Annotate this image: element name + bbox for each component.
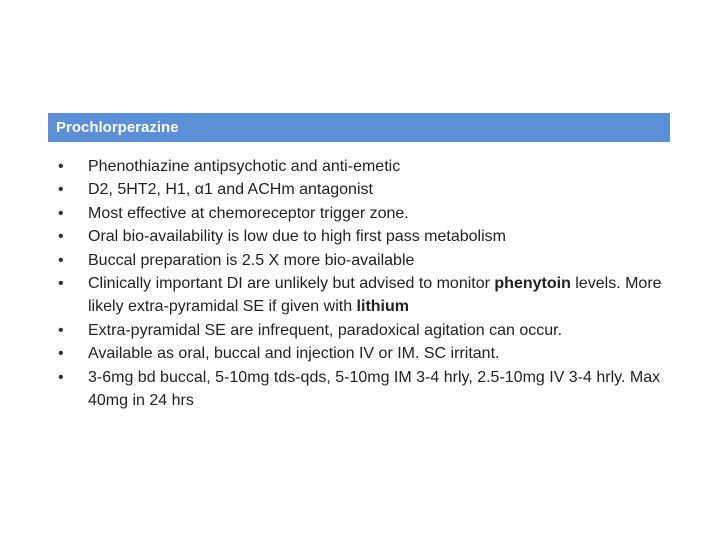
- bullet-icon: •: [58, 204, 64, 222]
- bullet-list: [56, 155, 670, 412]
- bullet-icon: •: [58, 345, 64, 363]
- list-item: [56, 225, 670, 248]
- bullet-icon: •: [58, 321, 64, 339]
- list-item-text: Phenothiazine antipsychotic and anti-emetic: [88, 158, 401, 175]
- list-item: [56, 272, 670, 319]
- list-item: [56, 202, 670, 225]
- text-segment: Clinically important DI are unlikely but advised to monitor: [88, 275, 495, 293]
- drug-name-phenytoin: phenytoin: [494, 275, 571, 293]
- list-item-text: [88, 275, 662, 315]
- list-item-text: 3-6mg bd buccal, 5-10mg tds-qds, 5-10mg IM 3-4 hrly, 2.5-10mg IV 3-4 hrly. Max 40mg in 24 hrs: [88, 368, 661, 410]
- bullet-icon: •: [58, 275, 64, 293]
- list-item: [56, 249, 670, 272]
- list-item-text: D2, 5HT2, H1, α1 and ACHm antagonist: [88, 181, 373, 199]
- list-item-text: Most effective at chemoreceptor trigger zone.: [88, 204, 409, 222]
- bullet-icon: •: [58, 251, 64, 269]
- bullet-icon: •: [58, 228, 64, 246]
- list-item: [56, 319, 670, 342]
- list-item: [56, 178, 670, 201]
- bullet-icon: •: [58, 368, 64, 386]
- text-segment: levels. More likely extra-pyramidal SE if given with: [88, 275, 662, 316]
- bullet-icon: •: [58, 158, 64, 175]
- list-item-text: Oral bio-availability is low due to high first pass metabolism: [88, 228, 506, 246]
- list-item-text: Buccal preparation is 2.5 X more bio-available: [88, 251, 415, 269]
- page-title: Prochlorperazine: [56, 119, 179, 136]
- bullet-icon: •: [58, 181, 64, 199]
- list-item-text: Available as oral, buccal and injection IV or IM. SC irritant.: [88, 345, 500, 363]
- title-bar: [48, 113, 670, 142]
- list-item: [56, 342, 670, 365]
- list-item: [56, 366, 670, 413]
- drug-name-lithium: lithium: [356, 298, 409, 316]
- list-item: [56, 155, 670, 178]
- list-item-text: Extra-pyramidal SE are infrequent, paradoxical agitation can occur.: [88, 321, 563, 339]
